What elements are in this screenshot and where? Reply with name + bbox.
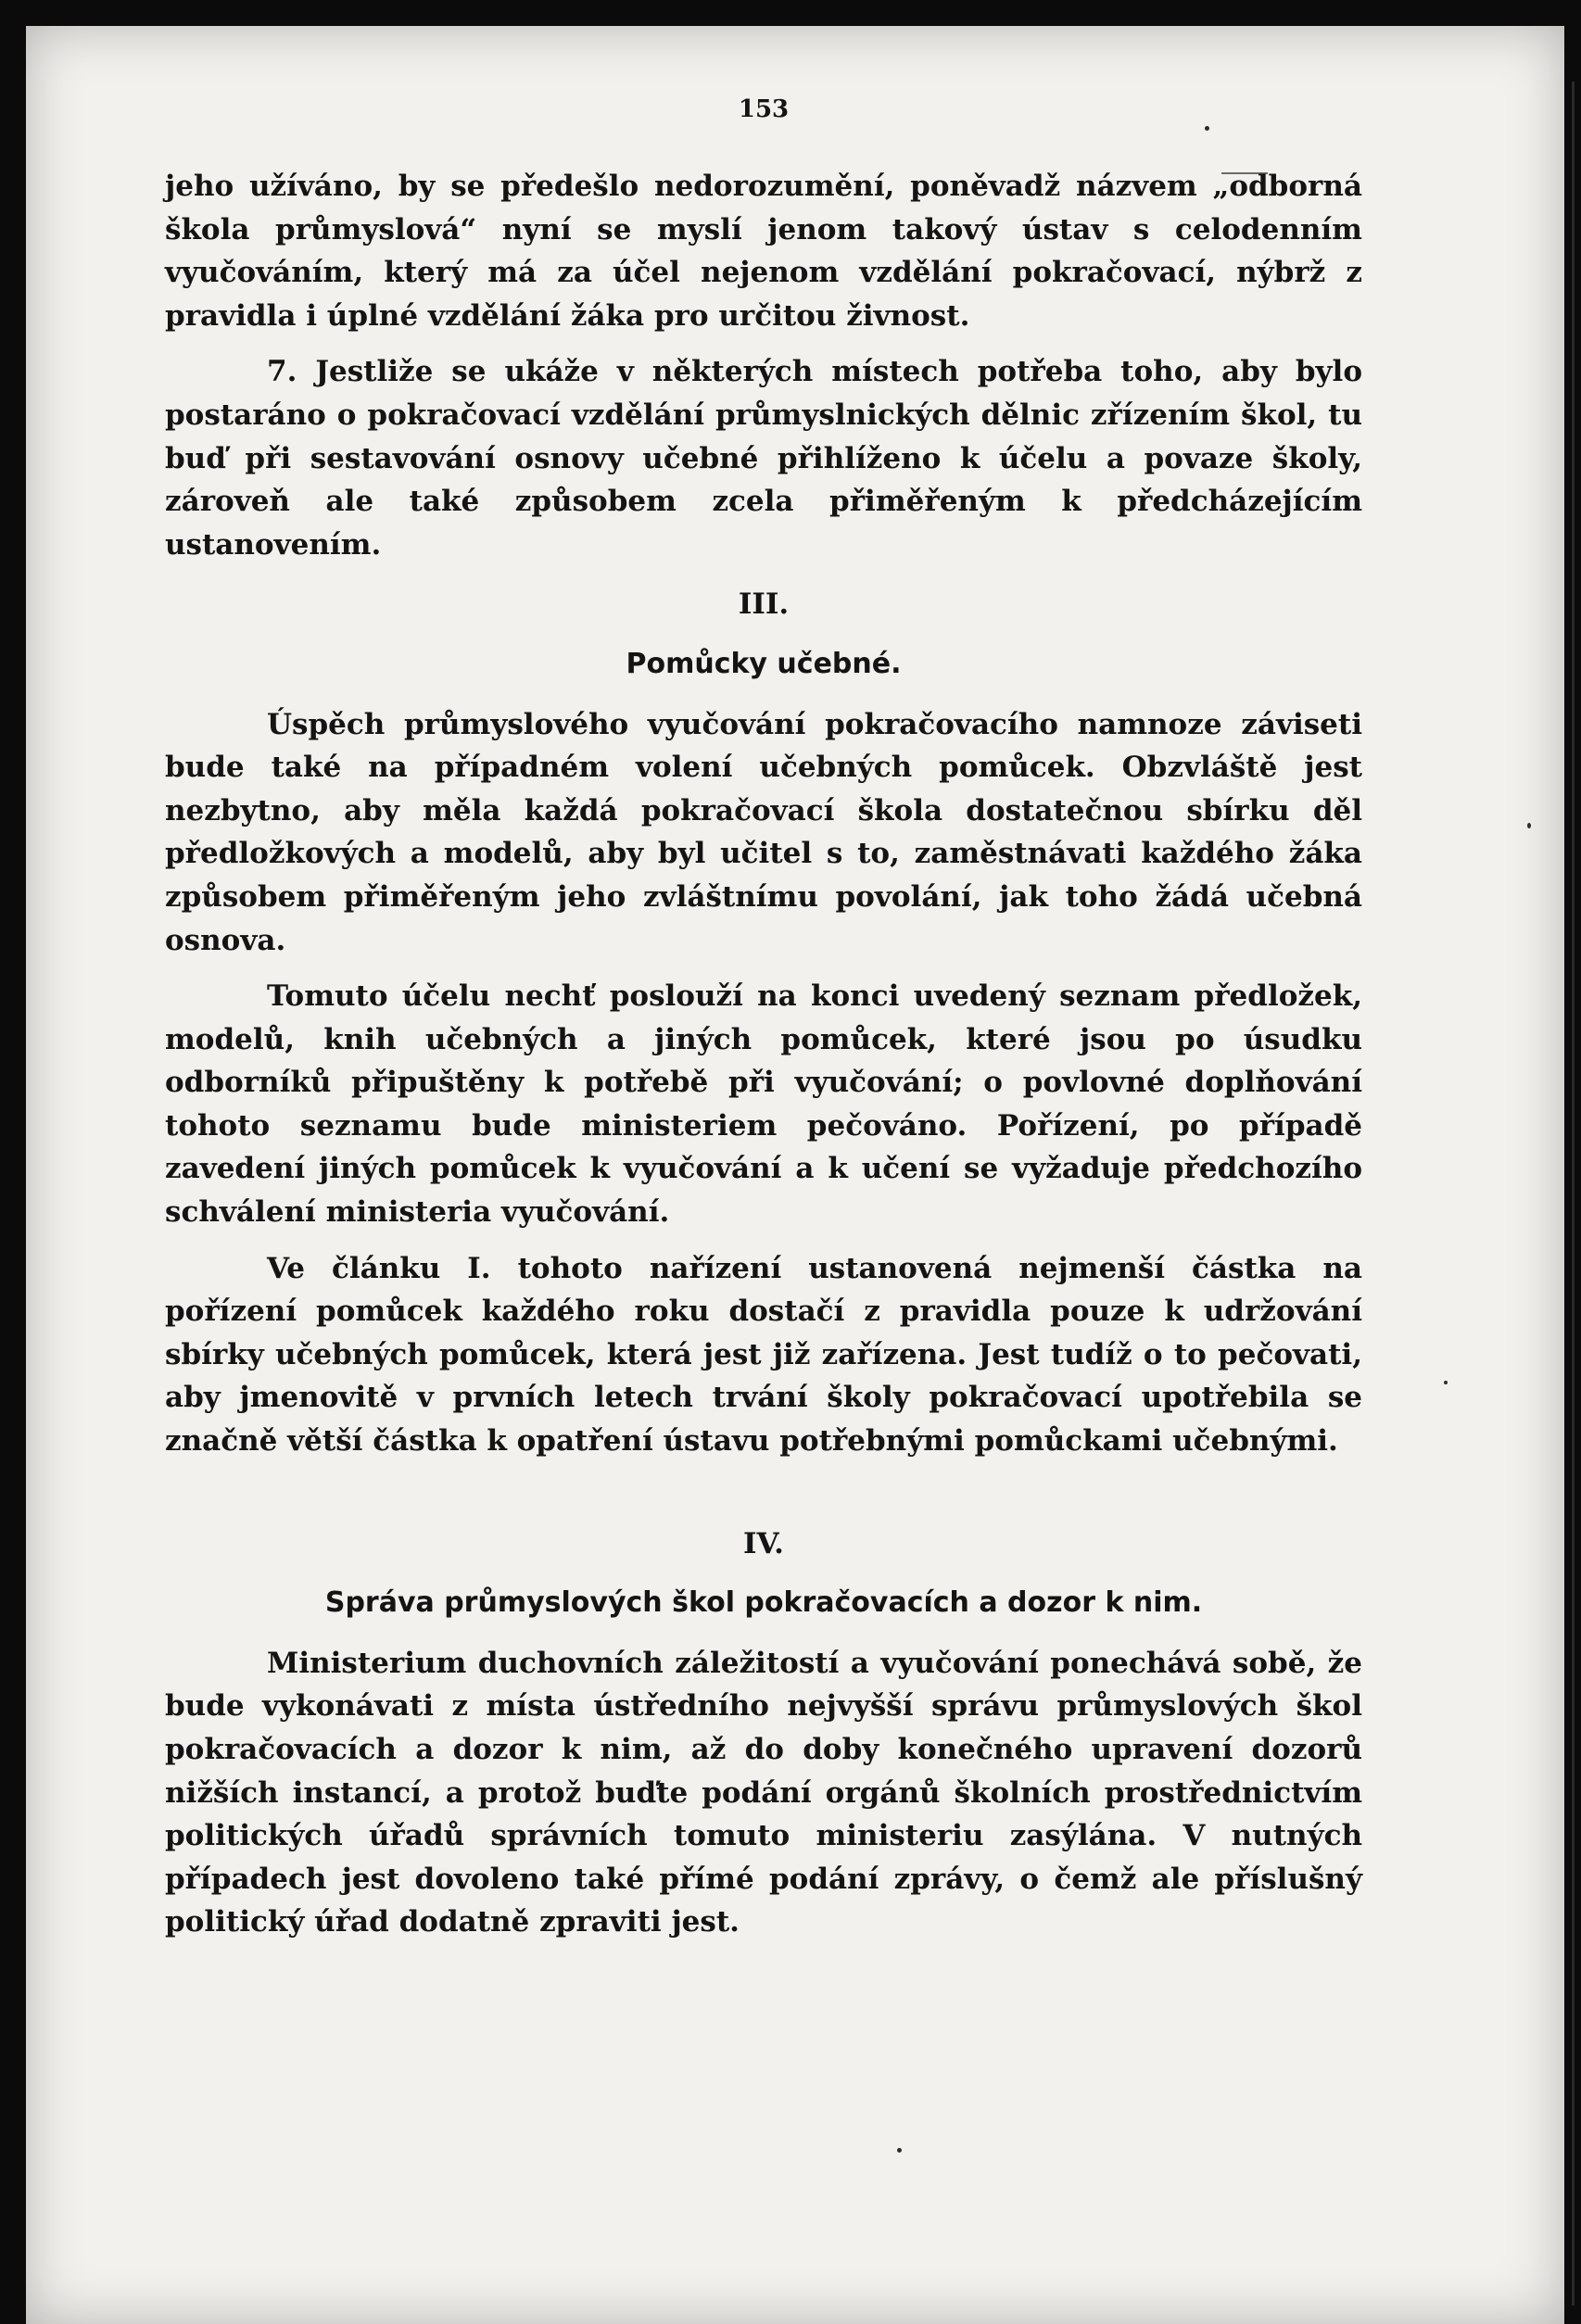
page-number: 153 bbox=[738, 95, 790, 123]
section-4-paragraph: Ministerium duchovních záležitostí a vyučování ponechává sobě, že bude vykonávati z místa ústředního nejvyšší správu průmyslových škol pokračovacích a dozor k nim, až do doby konečného upravení dozorů nižších instancí, a protož buďte podání orgánů školních prostřednictvím politických úřadů správních tomuto ministeriu zasýlána. V nutných případech jest dovoleno také přímé podání zprávy, o čemž ale příslušný politický úřad dodatně zpraviti jest. bbox=[165, 1646, 1362, 1939]
section-3-paragraph: Tomuto účelu nechť poslouží na konci uvedený seznam předložek, modelů, knih učebných a jiných pomůcek, které jsou po úsudku odborníků připuštěny k potřebě při vyučování; o povlovné doplňování tohoto seznamu bude ministeriem pečováno. Pořízení, po případě zavedení jiných pomůcek k vyučování a k učení se vyžaduje předchozího schválení ministeria vyučování. bbox=[165, 979, 1362, 1230]
section-4-title: Správa průmyslových škol pokračovacích a dozor k nim. bbox=[324, 1586, 1203, 1620]
section-3-title: Pomůcky učebné. bbox=[626, 647, 902, 680]
document-page bbox=[26, 26, 1564, 2324]
page-edge-shadow bbox=[1572, 82, 1575, 2305]
scan-speck bbox=[1444, 1381, 1448, 1384]
section-3-paragraph: Ve článku I. tohoto nařízení ustanovená nejmenší částka na pořízení pomůcek každého roku dostačí z pravidla pouze k udržování sbírky učebných pomůcek, která jest již zařízena. Jest tudíž o to pečovati, aby jmenovitě v prvních letech trvání školy pokračovací upotřebila se značně větší částka k opatření ústavu potřebnými pomůckami učebnými. bbox=[165, 1251, 1362, 1459]
paragraph-point-7: 7. Jestliže se ukáže v některých místech potřeba toho, aby bylo postaráno o pokračovací vzdělání průmyslnických dělnic zřízením škol, tu buď při sestavování osnovy učebné přihlíženo k účelu a povaze školy, zároveň ale také způsobem zcela přiměřeným k předcházejícím ustanovením. bbox=[165, 355, 1362, 562]
section-3-numeral: III. bbox=[738, 587, 790, 622]
scan-speck bbox=[897, 2148, 902, 2153]
section-4-numeral: IV. bbox=[743, 1526, 784, 1560]
section-3-paragraph: Úspěch průmyslového vyučování pokračovacího namnoze záviseti bude také na případném volení učebných pomůcek. Obzvláště jest nezbytno, aby měla každá pokračovací škola dostatečnou sbírku děl předložkových a modelů, aby byl učitel s to, zaměstnávati každého žáka způsobem přiměřeným jeho zvláštnímu povolání, jak toho žádá učebná osnova. bbox=[165, 707, 1362, 957]
paragraph-continuation: jeho užíváno, by se předešlo nedorozumění, poněvadž názvem „odborná škola průmyslová“ nyní se myslí jenom takový ústav s celodenním vyučováním, který má za účel nejenom vzdělání pokračovací, nýbrž z pravidla i úplné vzdělání žáka pro určitou živnost. bbox=[165, 170, 1362, 333]
page-text-block bbox=[165, 91, 1362, 1957]
scan-speck bbox=[1527, 823, 1531, 828]
